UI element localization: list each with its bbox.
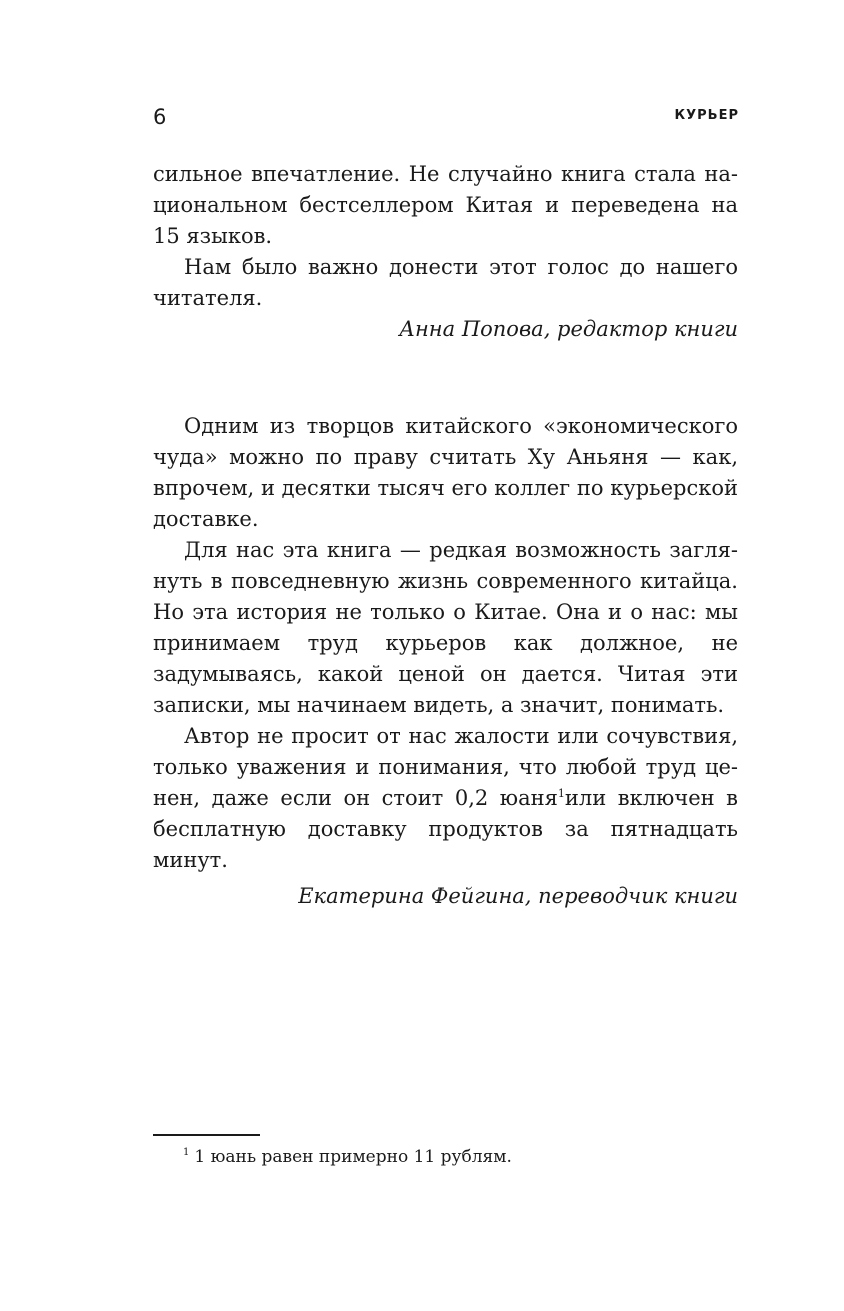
paragraph: Нам было важно донести этот голос до нашего читателя. bbox=[153, 255, 738, 310]
paragraph-text: или включен в бесплатную доставку продуктов за пятнадцать минут. bbox=[153, 786, 738, 872]
page-number: 6 bbox=[153, 105, 167, 129]
editor-signature: Анна Попова, редактор книги bbox=[399, 317, 738, 341]
footnote-reference[interactable]: 1 bbox=[557, 787, 565, 800]
translator-signature: Екатерина Фейгина, переводчик книги bbox=[298, 884, 738, 908]
paragraph: Одним из творцов китайского «экономического чуда» можно по праву считать Ху Аньяня — как, впрочем, и десятки тысяч его коллег по курьерской доставке. bbox=[153, 414, 738, 531]
footnote-marker: 1 bbox=[183, 1147, 190, 1158]
paragraph: сильное впечатление. Не случайно книга стала национальном бестселлером Китая и переведена на 15 языков. bbox=[153, 162, 738, 248]
footnote-text: 1 юань равен примерно 11 рублям. bbox=[194, 1147, 512, 1167]
paragraph-text: Автор не просит от нас жалости или сочувствия, только уважения и понимания, что любой труд ценен, даже если он стоит 0,2 юаня bbox=[153, 724, 738, 810]
footnote-divider bbox=[153, 1134, 260, 1136]
footnote bbox=[183, 1145, 512, 1169]
editor-note bbox=[153, 159, 738, 345]
translator-note bbox=[153, 411, 738, 912]
running-title: КУРЬЕР bbox=[674, 108, 739, 123]
paragraph: Для нас эта книга — редкая возможность заглянуть в повседневную жизнь современного китайца. Но эта история не только о Китае. Она и о нас: мы принимаем труд курьеров как должное, не задумываясь, какой ценой он дается. Читая эти записки, мы начинаем видеть, а значит, понимать. bbox=[153, 538, 738, 717]
paragraph-with-footnote bbox=[153, 721, 738, 876]
